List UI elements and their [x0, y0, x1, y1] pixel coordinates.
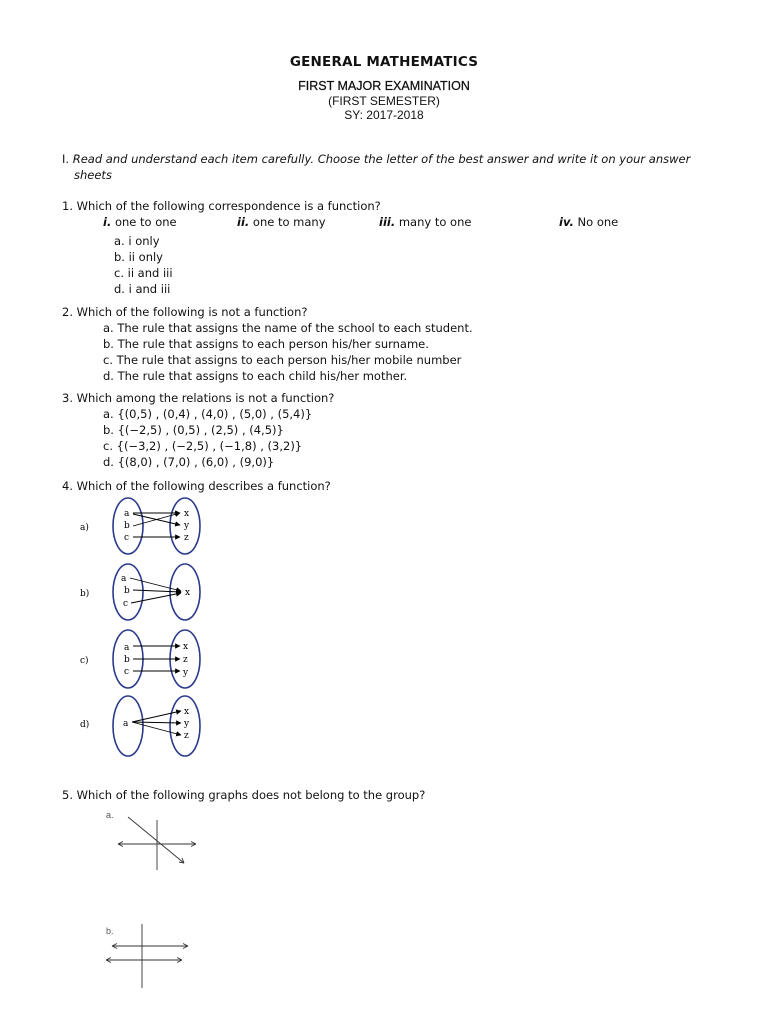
diagram-label: b) [80, 589, 90, 599]
mapping-arrow [133, 590, 181, 592]
question-2: 2. Which of the following is not a function? [62, 305, 308, 319]
mapping-arrow [132, 722, 181, 735]
range-element: z [183, 655, 188, 665]
q3-choice-d: d. {(8,0) , (7,0) , (6,0) , (9,0)} [103, 455, 275, 469]
question-4: 4. Which of the following describes a function? [62, 479, 331, 493]
range-element: y [184, 521, 190, 531]
domain-element: c [124, 533, 130, 543]
question-3: 3. Which among the relations is not a function? [62, 391, 335, 405]
domain-element: a [121, 574, 127, 584]
mapping-diagram-a [78, 496, 238, 556]
range-element: y [183, 668, 189, 678]
question-1: 1. Which of the following correspondence is a function? [62, 199, 381, 213]
q1-choice-d: d. i and iii [114, 282, 171, 296]
diagram-label: a) [80, 523, 89, 533]
range-element: z [184, 533, 189, 543]
question-5: 5. Which of the following graphs does not belong to the group? [62, 788, 426, 802]
school-year-label: SY: 2017-2018 [344, 108, 424, 122]
graph-line [128, 817, 184, 863]
mapping-diagram-d [78, 695, 238, 759]
q1-choice-a: a. i only [114, 234, 160, 248]
diagram-label: c) [80, 656, 89, 666]
domain-element: b [124, 586, 130, 596]
domain-element: b [124, 521, 130, 531]
semester-label: (FIRST SEMESTER) [328, 94, 440, 108]
q3-choice-b: b. {(−2,5) , (0,5) , (2,5) , (4,5)} [103, 423, 284, 437]
mapping-arrow [130, 578, 181, 591]
q1-option-i: i. one to one [103, 215, 177, 229]
range-element: x [185, 588, 191, 598]
q3-choice-a: a. {(0,5) , (0,4) , (4,0) , (5,0) , (5,4)} [103, 407, 313, 421]
domain-element: a [124, 509, 130, 519]
q2-choice-a: a. The rule that assigns the name of the school to each student. [103, 321, 473, 335]
q2-choice-c: c. The rule that assigns to each person his/her mobile number [103, 353, 462, 367]
subject-title: GENERAL MATHEMATICS [289, 54, 479, 70]
mapping-arrow [131, 593, 181, 603]
instructions-line-2: sheets [74, 168, 112, 182]
domain-element: c [124, 667, 130, 677]
mapping-arrow [132, 722, 181, 723]
domain-element: a [123, 719, 129, 729]
instructions-line-1 [62, 151, 690, 167]
range-element: z [184, 731, 189, 741]
q2-choice-b: b. The rule that assigns to each person his/her surname. [103, 337, 429, 351]
q2-choice-d: d. The rule that assigns to each child his/her mother. [103, 369, 408, 383]
range-element: y [184, 719, 190, 729]
range-element: x [184, 509, 190, 519]
q1-option-iv: iv. No one [559, 215, 619, 229]
q1-choice-b: b. ii only [114, 250, 163, 264]
instructions-number: I. [62, 152, 70, 166]
mapping-diagram-c [78, 628, 238, 690]
domain-element: a [124, 643, 130, 653]
mapping-arrow [133, 513, 180, 526]
q1-option-ii: ii. one to many [237, 215, 326, 229]
q1-choice-c: c. ii and iii [114, 266, 173, 280]
q3-choice-c: c. {(−3,2) , (−2,5) , (−1,8) , (3,2)} [103, 439, 303, 453]
exam-title: FIRST MAJOR EXAMINATION [298, 79, 470, 93]
domain-element: c [123, 599, 129, 609]
diagram-label: d) [80, 720, 90, 730]
mapping-arrow [132, 711, 181, 722]
range-element: x [183, 642, 189, 652]
domain-element: b [124, 655, 130, 665]
graph-b [104, 922, 204, 990]
mapping-diagram-b [78, 562, 238, 622]
range-element: x [184, 707, 190, 717]
instructions-text: Read and understand each item carefully. Choose the letter of the best answer and write it on your answer [72, 152, 691, 166]
q1-option-iii: iii. many to one [379, 215, 472, 229]
graph-a [104, 808, 204, 876]
graph-label: b. [106, 926, 114, 936]
graph-label: a. [106, 810, 114, 820]
